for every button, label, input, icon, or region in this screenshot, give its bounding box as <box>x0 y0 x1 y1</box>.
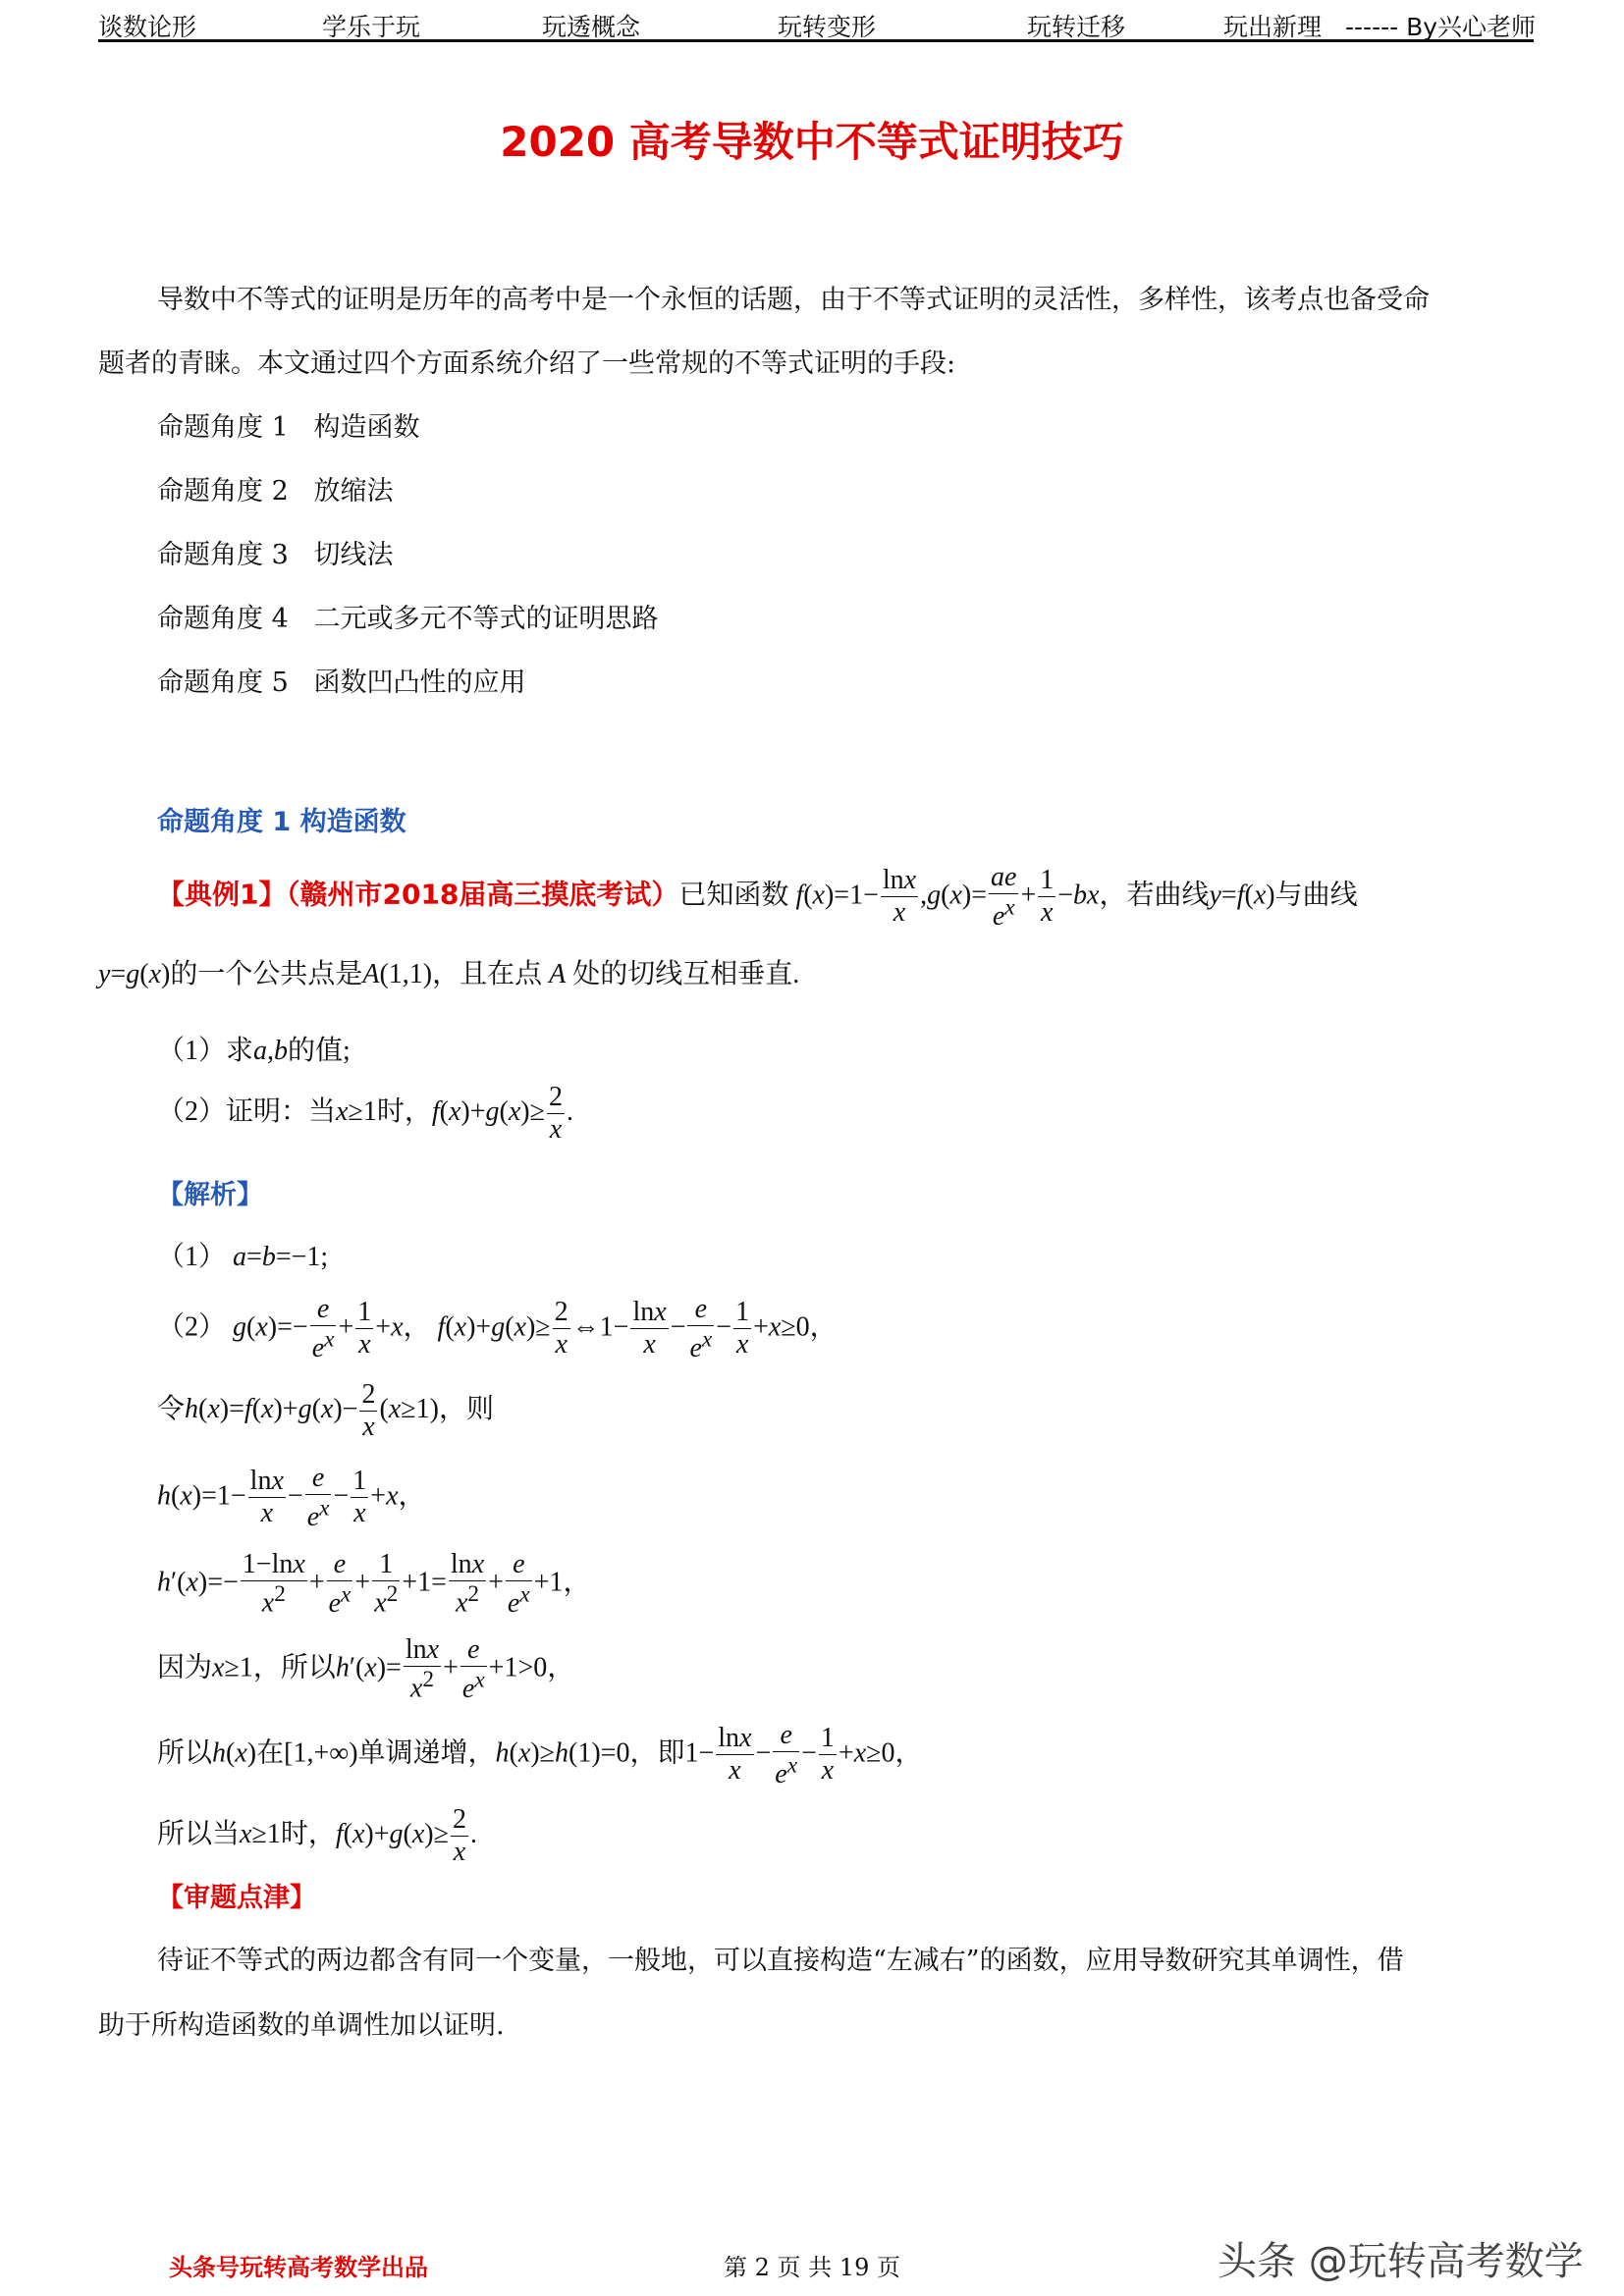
footer-publisher: 头条号玩转高考数学出品 <box>169 2254 428 2281</box>
header-item: 玩出新理 <box>1223 13 1323 41</box>
analysis-hprime: h′(x)=− $\frac{1-\ln x}{x^2}$ + $\frac{e}{e^x}$ + $\frac{1}{x^2}$ +1= $\frac{\ln x}{x^2}$ + $\frac{e}{e^x}$ +1， <box>157 1549 591 1619</box>
intro-line-2: 题者的青睐。本文通过四个方面系统介绍了一些常规的不等式证明的手段: <box>98 348 956 379</box>
review-heading: 【审题点津】 <box>157 1883 316 1913</box>
example-statement: 【典例1】（赣州市2018届高三摸底考试）已知函数 f(x)=1− $\frac{\ln x}{x}$ ,g(x)= $\frac{ae}{e^x}$ + $\frac{1}{x}$ −bx，若曲线y=f(x)与曲线 <box>157 862 1358 932</box>
angle-item: 命题角度 1 构造函数 <box>157 412 420 443</box>
analysis-heading: 【解析】 <box>157 1180 263 1210</box>
analysis-step-1: （1） a=b=−1; <box>157 1242 329 1272</box>
intro-line-1: 导数中不等式的证明是历年的高考中是一个永恒的话题，由于不等式证明的灵活性，多样性，该考点也备受命 <box>157 285 1430 315</box>
page-title: 2020 高考导数中不等式证明技巧 <box>500 118 1124 166</box>
header-item: 谈数论形 <box>98 13 197 41</box>
review-line-1: 待证不等式的两边都含有同一个变量，一般地，可以直接构造“左减右”的函数，应用导数研究其单调性，借 <box>157 1946 1404 1976</box>
analysis-step-2: （2） g(x)=− $\frac{e}{e^x}$ + $\frac{1}{x}$ +x， f(x)+g(x)≥ $\frac{2}{x}$ ⇔1− $\frac{\ln x}{x}$ − $\frac{e}{e^x}$ − $\frac{1}{x}$ +x≥0， <box>157 1294 838 1363</box>
analysis-conclusion: 所以当x≥1时，f(x)+g(x)≥ $\frac{2}{x}$ . <box>157 1804 477 1868</box>
header-item: 玩转迁移 <box>1027 13 1126 41</box>
page-number: 第 2 页 共 19 页 <box>724 2254 900 2281</box>
analysis-h: h(x)=1− $\frac{\ln x}{x}$ − $\frac{e}{e^x}$ − $\frac{1}{x}$ +x， <box>157 1463 426 1532</box>
question-2: （2）证明：当x≥1时，f(x)+g(x)≥ $\frac{2}{x}$ . <box>157 1082 573 1146</box>
angle-item: 命题角度 3 切线法 <box>157 540 394 570</box>
header-item: 学乐于玩 <box>322 13 421 41</box>
header-author: ------ By兴心老师 <box>1345 13 1537 41</box>
review-line-2: 助于所构造函数的单调性加以证明. <box>98 2010 505 2041</box>
page-header <box>98 6 1537 42</box>
watermark: 头条 @玩转高考数学 <box>1218 2239 1584 2284</box>
section-heading: 命题角度 1 构造函数 <box>157 807 406 837</box>
question-1: （1）求a,b的值; <box>157 1036 351 1066</box>
angle-item: 命题角度 5 函数凹凸性的应用 <box>157 667 526 698</box>
analysis-because: 因为x≥1，所以h′(x)= $\frac{\ln x}{x^2}$ + $\frac{e}{e^x}$ +1>0， <box>157 1634 575 1704</box>
header-item: 玩透概念 <box>542 13 641 41</box>
angle-item: 命题角度 2 放缩法 <box>157 476 394 507</box>
analysis-let: 令h(x)=f(x)+g(x)− $\frac{2}{x}$ (x≥1)，则 <box>157 1379 494 1443</box>
analysis-monotone: 所以h(x)在[1,+∞)单调递增，h(x)≥h(1)=0，即1− $\frac{\ln x}{x}$ − $\frac{e}{e^x}$ − $\frac{1}{x}$ +x≥0， <box>157 1720 923 1789</box>
angle-item: 命题角度 4 二元或多元不等式的证明思路 <box>157 604 659 634</box>
header-item: 玩转变形 <box>778 13 877 41</box>
example-statement-2: y=g(x)的一个公共点是A(1,1)，且在点 A 处的切线互相垂直. <box>98 959 800 989</box>
